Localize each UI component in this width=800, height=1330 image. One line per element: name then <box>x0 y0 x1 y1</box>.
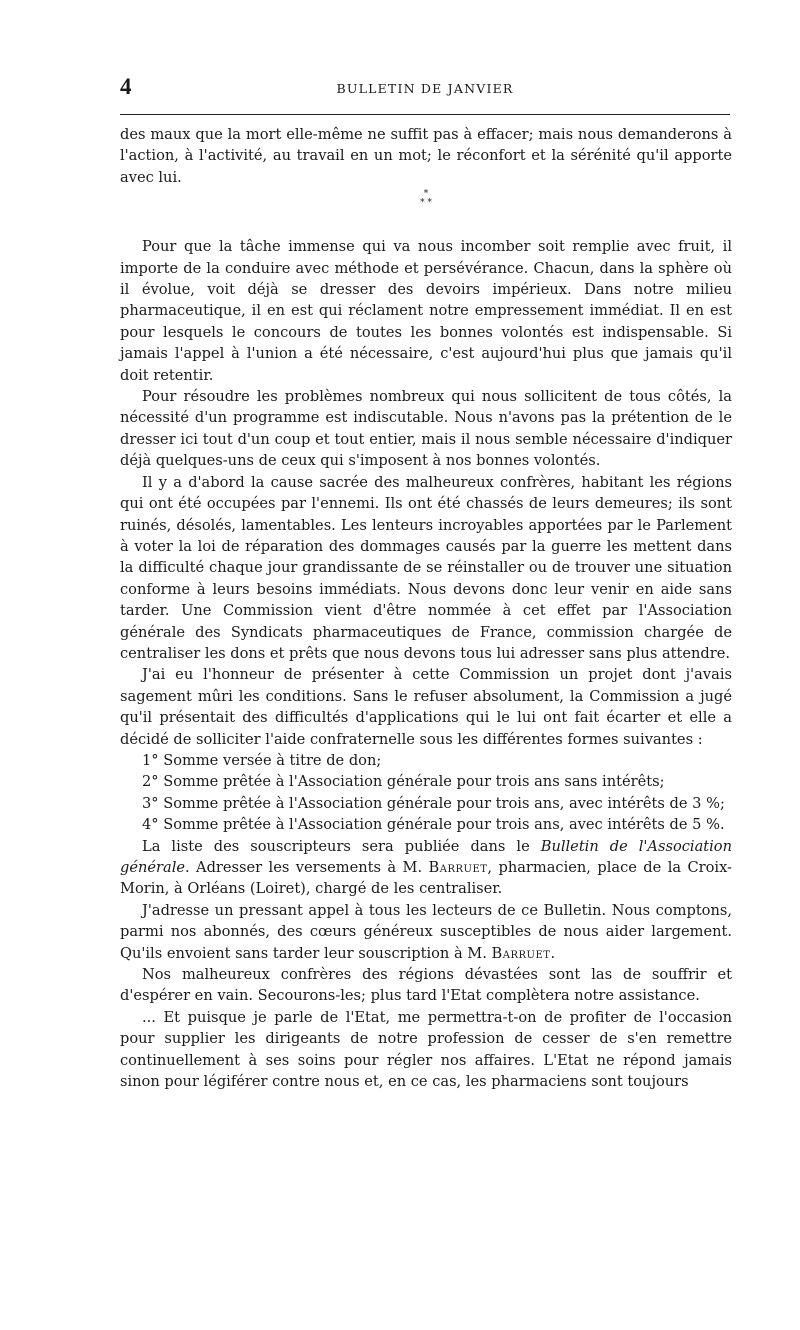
text-run: La liste des souscripteurs sera publiée dans le <box>142 837 541 855</box>
running-title: BULLETIN DE JANVIER <box>336 81 514 96</box>
paragraph: Pour résoudre les problèmes nombreux qui nous sollicitent de tous côtés, la nécessité d'un programme est indiscutable. Nous n'avons pas la prétention de le dresser ici tout d'un coup et tout entier, mais il nous semble nécessaire d'indiquer déjà quelques-uns de ceux qui s'imposent à nos bonnes volontés. <box>120 388 732 470</box>
asterism-separator <box>120 188 732 216</box>
text-run: J'adresse un pressant appel à tous les lecteurs de ce Bulletin. Nous comptons, parmi nos abonnés, des cœurs généreux susceptibles de nous aider largement. Qu'ils envoient sans tarder leur souscription à M. <box>120 901 732 962</box>
page-header <box>120 74 730 102</box>
asterism-top: * <box>423 189 429 200</box>
list-item: 1° Somme versée à titre de don; <box>142 751 382 769</box>
paragraph: Il y a d'abord la cause sacrée des malheureux confrères, habitant les régions qui ont été occupées par l'ennemi. Ils ont été chassés de leurs demeures; ils sont ruinés, désolés, lamentables. Les lenteurs incroyables apportées par le Parlement à voter la loi de réparation des dommages causés par la guerre les mettent dans la difficulté chaque jour grandissante de se réinstaller ou de trouver une situation conforme à leurs besoins immédiats. Nous devons donc leur venir en aide sans tarder. Une Commission vient d'être nommée à cet effet par l'Association générale des Syndicats pharmaceutiques de France, commission chargée de centraliser les dons et prêts que nous devons tous lui adresser sans plus attendre. <box>120 473 732 662</box>
header-rule <box>120 114 730 115</box>
text-run: . Adresser les versements à M. <box>185 859 429 876</box>
list-item: 4° Somme prêtée à l'Association générale pour trois ans, avec intérêts de 5 %. <box>142 816 725 834</box>
text-run: , pharmacien, place de la Croix-Morin, à Orléans (Loiret), chargé de les centraliser. <box>120 859 732 898</box>
text-run: . <box>550 944 556 962</box>
paragraph <box>120 836 732 900</box>
list-item: 3° Somme prêtée à l'Association générale pour trois ans, avec intérêts de 3 %; <box>142 794 725 812</box>
publication-title: Bulletin de l'Association générale <box>120 837 732 876</box>
asterism-bottom: * * <box>420 198 432 209</box>
person-name: Barruet <box>428 859 488 876</box>
paragraph: J'ai eu l'honneur de présenter à cette Commission un projet dont j'avais sagement mûri les conditions. Sans le refuser absolument, la Commission a jugé qu'il présentait des difficultés d'applications qui le lui ont fait écarter et elle a décidé de solliciter l'aide confraternelle sous les différentes formes suivantes : <box>120 666 732 748</box>
paragraph-continued: des maux que la mort elle-même ne suffit pas à effacer; mais nous demanderons à l'action, à l'activité, au travail en un mot; le réconfort et la sérénité qu'il apporte avec lui. <box>120 126 732 186</box>
person-name: Barruet <box>491 944 551 962</box>
paragraph: Pour que la tâche immense qui va nous incomber soit remplie avec fruit, il importe de la conduire avec méthode et persévérance. Chacun, dans la sphère où il évolue, voit déjà se dresser des devoirs impérieux. Dans notre milieu pharmaceutique, il en est qui réclament notre empressement immédiat. Il en est pour lesquels le concours de toutes les bonnes volontés est indispensable. Si jamais l'appel à l'union a été nécessaire, c'est aujourd'hui plus que jamais qu'il doit retentir. <box>120 238 732 384</box>
paragraph: ... Et puisque je parle de l'Etat, me permettra-t-on de profiter de l'occasion pour supplier les dirigeants de notre profession de cesser de s'en remettre continuellement à ses soins pour régler nos affaires. L'Etat ne répond jamais sinon pour légiférer contre nous et, en ce cas, les pharmaciens sont toujours <box>120 1008 732 1091</box>
paragraph <box>120 900 732 964</box>
list-item: 2° Somme prêtée à l'Association générale pour trois ans sans intérêts; <box>142 773 665 791</box>
page-number: 4 <box>120 74 132 99</box>
paragraph: Nos malheureux confrères des régions dévastées sont las de souffrir et d'espérer en vain. Secourons-les; plus tard l'Etat complètera notre assistance. <box>120 966 732 1005</box>
article-body <box>120 124 732 1092</box>
